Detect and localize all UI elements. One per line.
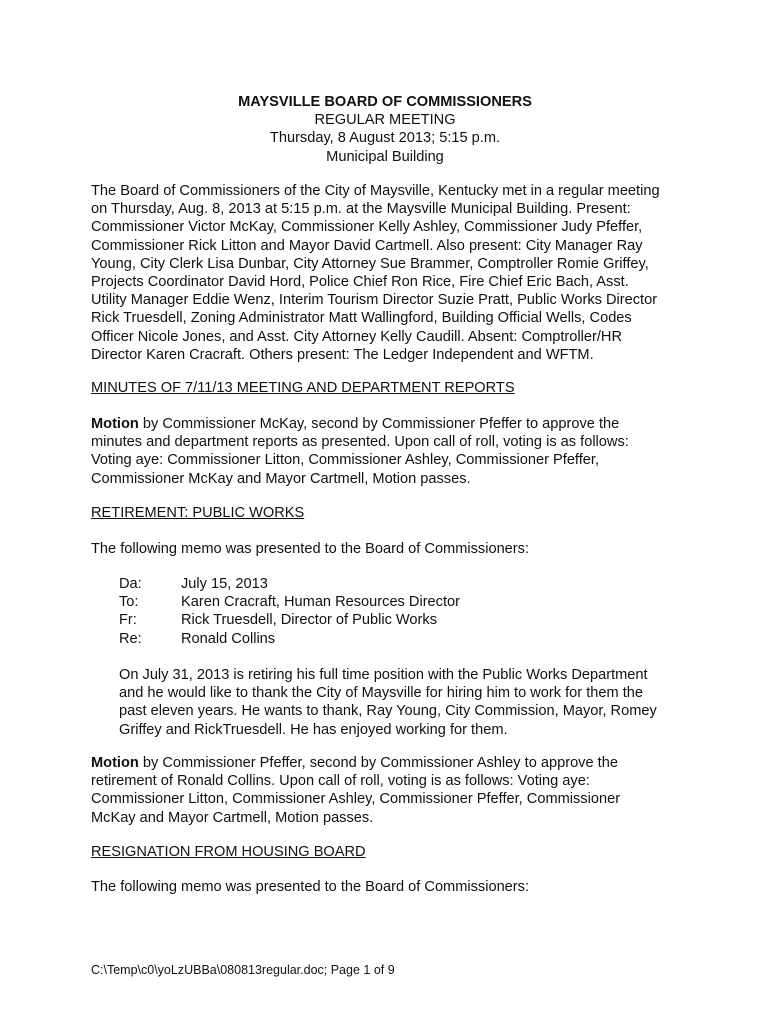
motion-paragraph — [91, 754, 691, 827]
document-header — [85, 93, 685, 166]
motion-label: Motion — [91, 755, 139, 771]
memo-row-date — [119, 575, 719, 593]
intro-paragraph — [91, 182, 691, 364]
memo-value: Ronald Collins — [181, 630, 276, 647]
memo-value: Karen Cracraft, Human Resources Director — [181, 594, 460, 611]
paragraph-line: Commissioner Rick Litton and Mayor David Cartmell. Also present: City Manager Ray — [91, 237, 643, 254]
paragraph-line: Voting aye: Commissioner Litton, Commissioner Ashley, Commissioner Pfeffer, — [91, 452, 600, 469]
paragraph-line — [91, 754, 691, 772]
paragraph-line: on Thursday, Aug. 8, 2013 at 5:15 p.m. at the Maysville Municipal Building. Present: — [91, 201, 631, 218]
paragraph-line: minutes and department reports as presented. Upon call of roll, voting is as follows: — [91, 434, 629, 451]
paragraph-line: Rick Truesdell, Zoning Administrator Matt Wallingford, Building Official Wells, Codes — [91, 310, 632, 327]
motion-text: by Commissioner Pfeffer, second by Commissioner Ashley to approve the — [138, 755, 618, 771]
memo-row-from — [119, 611, 719, 629]
paragraph-line: retirement of Ronald Collins. Upon call of roll, voting is as follows: Voting aye: — [91, 773, 590, 790]
memo-key: Fr: — [119, 612, 137, 629]
section-heading: RESIGNATION FROM HOUSING BOARD — [91, 844, 366, 860]
section-heading: RETIREMENT: PUBLIC WORKS — [91, 505, 305, 521]
paragraph-line: The Board of Commissioners of the City of Maysville, Kentucky met in a regular meeting — [91, 183, 660, 199]
memo-row-re — [119, 630, 719, 648]
paragraph-line: Utility Manager Eddie Wenz, Interim Tourism Director Suzie Pratt, Public Works Director — [91, 292, 658, 309]
paragraph-line: Griffey and RickTruesdell. He has enjoyed working for them. — [119, 721, 508, 738]
paragraph-line: On July 31, 2013 is retiring his full time position with the Public Works Department — [119, 667, 648, 683]
motion-text: by Commissioner McKay, second by Commissioner Pfeffer to approve the — [138, 416, 620, 432]
paragraph-line — [91, 415, 691, 433]
section-minutes — [91, 379, 691, 397]
memo-body — [119, 666, 719, 739]
memo-intro-text: The following memo was presented to the Board of Commissioners: — [91, 879, 530, 895]
memo-intro-text: The following memo was presented to the Board of Commissioners: — [91, 541, 530, 557]
paragraph-line: Projects Coordinator David Hord, Police Chief Ron Rice, Fire Chief Eric Bach, Asst. — [91, 274, 629, 291]
memo-key: Da: — [119, 576, 142, 592]
paragraph-line: Officer Nicole Jones, and Asst. City Attorney Kelly Caudill. Absent: Comptroller/HR — [91, 328, 623, 345]
motion-label: Motion — [91, 416, 139, 432]
memo-value: July 15, 2013 — [181, 576, 268, 592]
section-resignation — [91, 843, 691, 861]
paragraph-line: McKay and Mayor Cartmell, Motion passes. — [91, 809, 374, 826]
memo-row-to — [119, 593, 719, 611]
paragraph-line: Director Karen Cracraft. Others present: The Ledger Independent and WFTM. — [91, 346, 594, 363]
paragraph-line: Commissioner McKay and Mayor Cartmell, Motion passes. — [91, 470, 471, 487]
memo-header — [119, 575, 719, 648]
memo-intro — [91, 878, 691, 896]
paragraph-line: past eleven years. He wants to thank, Ray Young, City Commission, Mayor, Romey — [119, 703, 657, 720]
paragraph-line: Commissioner Victor McKay, Commissioner Kelly Ashley, Commissioner Judy Pfeffer, — [91, 219, 643, 236]
meeting-location: Municipal Building — [326, 148, 444, 165]
meeting-date: Thursday, 8 August 2013; 5:15 p.m. — [269, 130, 501, 147]
memo-key: Re: — [119, 630, 142, 647]
paragraph-line: and he would like to thank the City of Maysville for hiring him to work for them the — [119, 685, 643, 702]
page-footer: C:\Temp\c0\yoLzUBBa\080813regular.doc; Page 1 of 9 — [91, 963, 395, 977]
memo-key: To: — [119, 594, 139, 611]
section-retirement — [91, 504, 691, 522]
motion-paragraph — [91, 415, 691, 488]
memo-value: Rick Truesdell, Director of Public Works — [181, 612, 438, 629]
paragraph-line: Commissioner Litton, Commissioner Ashley, Commissioner Pfeffer, Commissioner — [91, 791, 621, 808]
document-subtitle: REGULAR MEETING — [314, 112, 456, 129]
memo-intro — [91, 540, 691, 558]
section-heading: MINUTES OF 7/11/13 MEETING AND DEPARTMENT REPORTS — [91, 380, 515, 396]
document-title: MAYSVILLE BOARD OF COMMISSIONERS — [238, 94, 532, 110]
paragraph-line: Young, City Clerk Lisa Dunbar, City Attorney Sue Brammer, Comptroller Romie Griffey, — [91, 255, 649, 272]
